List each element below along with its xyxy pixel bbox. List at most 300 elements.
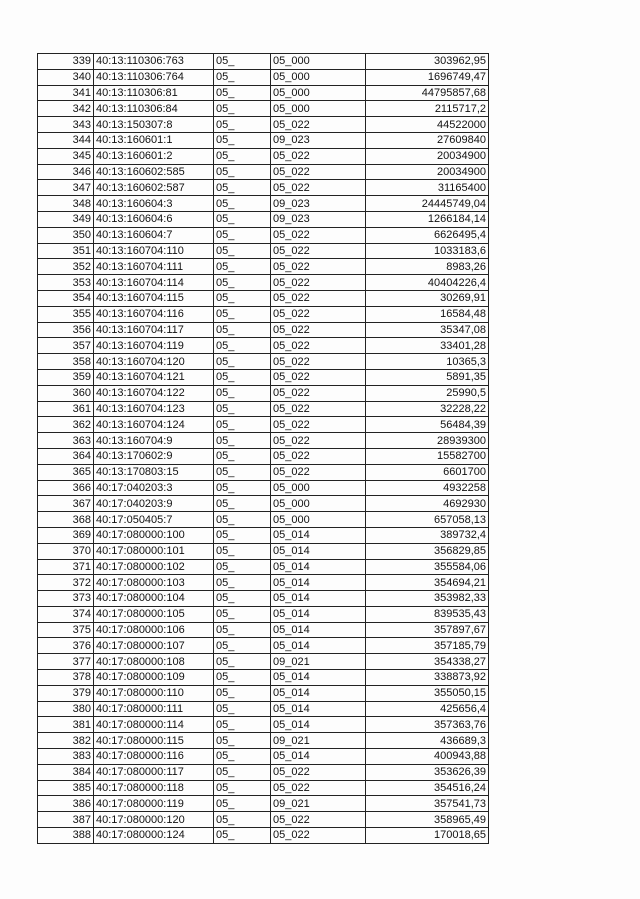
cadastral-number-cell: 40:13:110306:764 [94,69,214,85]
row-number-cell: 341 [38,85,94,101]
table-row [38,622,489,638]
table-row [38,749,489,765]
subcategory-code-cell: 05_022 [271,227,366,243]
value-cell: 357541,73 [366,796,489,812]
category-code-cell: 05_ [214,385,271,401]
category-code-cell: 05_ [214,101,271,117]
table-row [38,338,489,354]
row-number-cell: 354 [38,290,94,306]
table-row [38,733,489,749]
row-number-cell: 388 [38,828,94,844]
category-code-cell: 05_ [214,527,271,543]
category-code-cell: 05_ [214,543,271,559]
cadastral-number-cell: 40:13:160704:116 [94,306,214,322]
table-row [38,812,489,828]
row-number-cell: 380 [38,701,94,717]
category-code-cell: 05_ [214,417,271,433]
row-number-cell: 368 [38,512,94,528]
subcategory-code-cell: 05_000 [271,480,366,496]
table-row [38,211,489,227]
value-cell: 839535,43 [366,606,489,622]
subcategory-code-cell: 05_014 [271,670,366,686]
cadastral-number-cell: 40:13:110306:84 [94,101,214,117]
cadastral-number-cell: 40:17:040203:3 [94,480,214,496]
value-cell: 40404226,4 [366,275,489,291]
value-cell: 4932258 [366,480,489,496]
row-number-cell: 352 [38,259,94,275]
subcategory-code-cell: 05_014 [271,527,366,543]
row-number-cell: 346 [38,164,94,180]
cadastral-number-cell: 40:17:080000:105 [94,606,214,622]
category-code-cell: 05_ [214,780,271,796]
subcategory-code-cell: 09_021 [271,733,366,749]
table-row [38,559,489,575]
value-cell: 44795857,68 [366,85,489,101]
category-code-cell: 05_ [214,69,271,85]
table-row [38,717,489,733]
category-code-cell: 05_ [214,606,271,622]
category-code-cell: 05_ [214,132,271,148]
value-cell: 657058,13 [366,512,489,528]
cadastral-number-cell: 40:17:040203:9 [94,496,214,512]
value-cell: 44522000 [366,117,489,133]
value-cell: 357897,67 [366,622,489,638]
cadastral-number-cell: 40:13:160604:7 [94,227,214,243]
cadastral-number-cell: 40:17:080000:108 [94,654,214,670]
value-cell: 16584,48 [366,306,489,322]
category-code-cell: 05_ [214,828,271,844]
table-row [38,259,489,275]
value-cell: 28939300 [366,433,489,449]
cadastral-number-cell: 40:17:080000:101 [94,543,214,559]
row-number-cell: 365 [38,464,94,480]
row-number-cell: 383 [38,749,94,765]
category-code-cell: 05_ [214,243,271,259]
value-cell: 5891,35 [366,369,489,385]
table-row [38,464,489,480]
value-cell: 354338,27 [366,654,489,670]
cadastral-number-cell: 40:13:160704:114 [94,275,214,291]
table-row [38,796,489,812]
row-number-cell: 340 [38,69,94,85]
category-code-cell: 05_ [214,464,271,480]
value-cell: 32228,22 [366,401,489,417]
row-number-cell: 356 [38,322,94,338]
category-code-cell: 05_ [214,196,271,212]
cadastral-number-cell: 40:13:160704:123 [94,401,214,417]
row-number-cell: 361 [38,401,94,417]
category-code-cell: 05_ [214,796,271,812]
row-number-cell: 362 [38,417,94,433]
value-cell: 30269,91 [366,290,489,306]
category-code-cell: 05_ [214,559,271,575]
value-cell: 338873,92 [366,670,489,686]
cadastral-number-cell: 40:13:160704:117 [94,322,214,338]
subcategory-code-cell: 05_022 [271,180,366,196]
subcategory-code-cell: 05_022 [271,290,366,306]
table-row [38,638,489,654]
subcategory-code-cell: 05_022 [271,812,366,828]
subcategory-code-cell: 05_022 [271,433,366,449]
cadastral-number-cell: 40:13:160601:2 [94,148,214,164]
row-number-cell: 373 [38,591,94,607]
row-number-cell: 339 [38,54,94,70]
value-cell: 1696749,47 [366,69,489,85]
category-code-cell: 05_ [214,480,271,496]
category-code-cell: 05_ [214,148,271,164]
cadastral-number-cell: 40:13:150307:8 [94,117,214,133]
value-cell: 303962,95 [366,54,489,70]
category-code-cell: 05_ [214,322,271,338]
category-code-cell: 05_ [214,622,271,638]
subcategory-code-cell: 05_022 [271,164,366,180]
cadastral-number-cell: 40:17:080000:100 [94,527,214,543]
value-cell: 389732,4 [366,527,489,543]
row-number-cell: 371 [38,559,94,575]
table-row [38,512,489,528]
category-code-cell: 05_ [214,117,271,133]
category-code-cell: 05_ [214,701,271,717]
cadastral-number-cell: 40:17:080000:103 [94,575,214,591]
row-number-cell: 382 [38,733,94,749]
cadastral-number-cell: 40:13:160704:120 [94,354,214,370]
subcategory-code-cell: 05_014 [271,749,366,765]
row-number-cell: 384 [38,764,94,780]
subcategory-code-cell: 05_022 [271,448,366,464]
row-number-cell: 344 [38,132,94,148]
cadastral-number-cell: 40:17:080000:124 [94,828,214,844]
value-cell: 354516,24 [366,780,489,796]
cadastral-number-cell: 40:13:160704:119 [94,338,214,354]
category-code-cell: 05_ [214,401,271,417]
cadastral-number-cell: 40:17:080000:118 [94,780,214,796]
subcategory-code-cell: 05_022 [271,275,366,291]
row-number-cell: 376 [38,638,94,654]
subcategory-code-cell: 05_022 [271,417,366,433]
row-number-cell: 343 [38,117,94,133]
subcategory-code-cell: 05_022 [271,338,366,354]
subcategory-code-cell: 05_022 [271,322,366,338]
subcategory-code-cell: 05_000 [271,54,366,70]
table-row [38,196,489,212]
subcategory-code-cell: 05_022 [271,764,366,780]
row-number-cell: 351 [38,243,94,259]
value-cell: 4692930 [366,496,489,512]
row-number-cell: 364 [38,448,94,464]
value-cell: 2115717,2 [366,101,489,117]
cadastral-number-cell: 40:13:160704:124 [94,417,214,433]
table-row [38,543,489,559]
value-cell: 1266184,14 [366,211,489,227]
category-code-cell: 05_ [214,54,271,70]
value-cell: 357185,79 [366,638,489,654]
row-number-cell: 347 [38,180,94,196]
value-cell: 56484,39 [366,417,489,433]
cadastral-number-cell: 40:17:080000:111 [94,701,214,717]
value-cell: 24445749,04 [366,196,489,212]
cadastral-number-cell: 40:13:160704:122 [94,385,214,401]
subcategory-code-cell: 05_022 [271,354,366,370]
table-row [38,417,489,433]
subcategory-code-cell: 09_023 [271,196,366,212]
subcategory-code-cell: 09_023 [271,211,366,227]
cadastral-number-cell: 40:13:160704:121 [94,369,214,385]
value-cell: 1033183,6 [366,243,489,259]
table-row [38,180,489,196]
subcategory-code-cell: 05_014 [271,685,366,701]
cadastral-number-cell: 40:17:080000:107 [94,638,214,654]
category-code-cell: 05_ [214,338,271,354]
row-number-cell: 367 [38,496,94,512]
row-number-cell: 379 [38,685,94,701]
cadastral-number-cell: 40:13:110306:763 [94,54,214,70]
value-cell: 6626495,4 [366,227,489,243]
cadastral-number-cell: 40:17:080000:104 [94,591,214,607]
subcategory-code-cell: 05_014 [271,559,366,575]
subcategory-code-cell: 05_000 [271,512,366,528]
table-row [38,164,489,180]
table-row [38,701,489,717]
cadastral-number-cell: 40:13:160601:1 [94,132,214,148]
cadastral-number-cell: 40:13:160704:9 [94,433,214,449]
table-row [38,480,489,496]
row-number-cell: 363 [38,433,94,449]
value-cell: 15582700 [366,448,489,464]
cadastral-number-cell: 40:17:080000:109 [94,670,214,686]
subcategory-code-cell: 05_014 [271,591,366,607]
value-cell: 6601700 [366,464,489,480]
subcategory-code-cell: 05_022 [271,780,366,796]
row-number-cell: 357 [38,338,94,354]
category-code-cell: 05_ [214,764,271,780]
row-number-cell: 345 [38,148,94,164]
value-cell: 356829,85 [366,543,489,559]
row-number-cell: 349 [38,211,94,227]
table-row [38,148,489,164]
subcategory-code-cell: 05_022 [271,117,366,133]
table-row [38,243,489,259]
row-number-cell: 369 [38,527,94,543]
category-code-cell: 05_ [214,211,271,227]
row-number-cell: 360 [38,385,94,401]
cadastral-number-cell: 40:17:080000:120 [94,812,214,828]
value-cell: 358965,49 [366,812,489,828]
table-row [38,275,489,291]
category-code-cell: 05_ [214,306,271,322]
table-row [38,290,489,306]
table-row [38,385,489,401]
cadastral-number-cell: 40:13:160604:6 [94,211,214,227]
subcategory-code-cell: 05_014 [271,606,366,622]
category-code-cell: 05_ [214,85,271,101]
value-cell: 27609840 [366,132,489,148]
value-cell: 354694,21 [366,575,489,591]
subcategory-code-cell: 05_014 [271,622,366,638]
value-cell: 25990,5 [366,385,489,401]
subcategory-code-cell: 05_000 [271,101,366,117]
table-row [38,496,489,512]
category-code-cell: 05_ [214,654,271,670]
cadastral-number-cell: 40:17:080000:114 [94,717,214,733]
table-row [38,306,489,322]
cadastral-number-cell: 40:17:080000:115 [94,733,214,749]
value-cell: 20034900 [366,148,489,164]
category-code-cell: 05_ [214,670,271,686]
subcategory-code-cell: 05_022 [271,243,366,259]
table-row [38,354,489,370]
value-cell: 35347,08 [366,322,489,338]
subcategory-code-cell: 05_022 [271,828,366,844]
category-code-cell: 05_ [214,354,271,370]
value-cell: 170018,65 [366,828,489,844]
category-code-cell: 05_ [214,164,271,180]
category-code-cell: 05_ [214,369,271,385]
subcategory-code-cell: 05_014 [271,717,366,733]
category-code-cell: 05_ [214,290,271,306]
row-number-cell: 342 [38,101,94,117]
category-code-cell: 05_ [214,448,271,464]
table-row [38,69,489,85]
table-body [38,54,489,844]
row-number-cell: 370 [38,543,94,559]
subcategory-code-cell: 05_014 [271,638,366,654]
cadastral-number-cell: 40:13:110306:81 [94,85,214,101]
cadastral-value-table [37,53,489,844]
value-cell: 436689,3 [366,733,489,749]
value-cell: 400943,88 [366,749,489,765]
table-row [38,670,489,686]
row-number-cell: 355 [38,306,94,322]
table-row [38,527,489,543]
value-cell: 355050,15 [366,685,489,701]
row-number-cell: 375 [38,622,94,638]
row-number-cell: 374 [38,606,94,622]
table-row [38,764,489,780]
value-cell: 8983,26 [366,259,489,275]
row-number-cell: 381 [38,717,94,733]
subcategory-code-cell: 05_014 [271,575,366,591]
value-cell: 425656,4 [366,701,489,717]
table-row [38,401,489,417]
category-code-cell: 05_ [214,180,271,196]
category-code-cell: 05_ [214,227,271,243]
table-row [38,322,489,338]
value-cell: 33401,28 [366,338,489,354]
category-code-cell: 05_ [214,812,271,828]
table-row [38,575,489,591]
cadastral-number-cell: 40:13:160602:587 [94,180,214,196]
value-cell: 355584,06 [366,559,489,575]
row-number-cell: 366 [38,480,94,496]
category-code-cell: 05_ [214,717,271,733]
row-number-cell: 387 [38,812,94,828]
row-number-cell: 377 [38,654,94,670]
subcategory-code-cell: 09_021 [271,654,366,670]
table-row [38,54,489,70]
category-code-cell: 05_ [214,496,271,512]
cadastral-number-cell: 40:17:080000:110 [94,685,214,701]
cadastral-number-cell: 40:13:170803:15 [94,464,214,480]
cadastral-number-cell: 40:13:160602:585 [94,164,214,180]
subcategory-code-cell: 05_000 [271,85,366,101]
cadastral-number-cell: 40:13:160604:3 [94,196,214,212]
row-number-cell: 385 [38,780,94,796]
cadastral-number-cell: 40:17:080000:119 [94,796,214,812]
row-number-cell: 350 [38,227,94,243]
row-number-cell: 353 [38,275,94,291]
subcategory-code-cell: 05_022 [271,401,366,417]
subcategory-code-cell: 05_014 [271,543,366,559]
cadastral-number-cell: 40:13:160704:115 [94,290,214,306]
table-row [38,85,489,101]
table-row [38,369,489,385]
category-code-cell: 05_ [214,733,271,749]
row-number-cell: 372 [38,575,94,591]
row-number-cell: 358 [38,354,94,370]
category-code-cell: 05_ [214,685,271,701]
category-code-cell: 05_ [214,749,271,765]
subcategory-code-cell: 05_022 [271,464,366,480]
subcategory-code-cell: 09_023 [271,132,366,148]
value-cell: 353982,33 [366,591,489,607]
category-code-cell: 05_ [214,275,271,291]
value-cell: 353626,39 [366,764,489,780]
subcategory-code-cell: 05_022 [271,306,366,322]
subcategory-code-cell: 05_022 [271,385,366,401]
cadastral-number-cell: 40:13:160704:111 [94,259,214,275]
subcategory-code-cell: 05_022 [271,369,366,385]
row-number-cell: 386 [38,796,94,812]
table-row [38,591,489,607]
table-row [38,433,489,449]
category-code-cell: 05_ [214,433,271,449]
category-code-cell: 05_ [214,259,271,275]
cadastral-number-cell: 40:17:080000:106 [94,622,214,638]
table-row [38,132,489,148]
table-row [38,780,489,796]
table-row [38,101,489,117]
subcategory-code-cell: 05_000 [271,496,366,512]
category-code-cell: 05_ [214,575,271,591]
table-row [38,117,489,133]
subcategory-code-cell: 09_021 [271,796,366,812]
cadastral-number-cell: 40:17:080000:117 [94,764,214,780]
subcategory-code-cell: 05_000 [271,69,366,85]
subcategory-code-cell: 05_022 [271,148,366,164]
category-code-cell: 05_ [214,638,271,654]
cadastral-number-cell: 40:17:050405:7 [94,512,214,528]
table-row [38,227,489,243]
row-number-cell: 378 [38,670,94,686]
category-code-cell: 05_ [214,512,271,528]
table-row [38,828,489,844]
value-cell: 20034900 [366,164,489,180]
value-cell: 357363,76 [366,717,489,733]
cadastral-number-cell: 40:13:170602:9 [94,448,214,464]
cadastral-number-cell: 40:17:080000:116 [94,749,214,765]
cadastral-number-cell: 40:13:160704:110 [94,243,214,259]
row-number-cell: 348 [38,196,94,212]
subcategory-code-cell: 05_014 [271,701,366,717]
cadastral-number-cell: 40:17:080000:102 [94,559,214,575]
row-number-cell: 359 [38,369,94,385]
table-row [38,448,489,464]
table-row [38,654,489,670]
category-code-cell: 05_ [214,591,271,607]
value-cell: 10365,3 [366,354,489,370]
table-row [38,606,489,622]
subcategory-code-cell: 05_022 [271,259,366,275]
